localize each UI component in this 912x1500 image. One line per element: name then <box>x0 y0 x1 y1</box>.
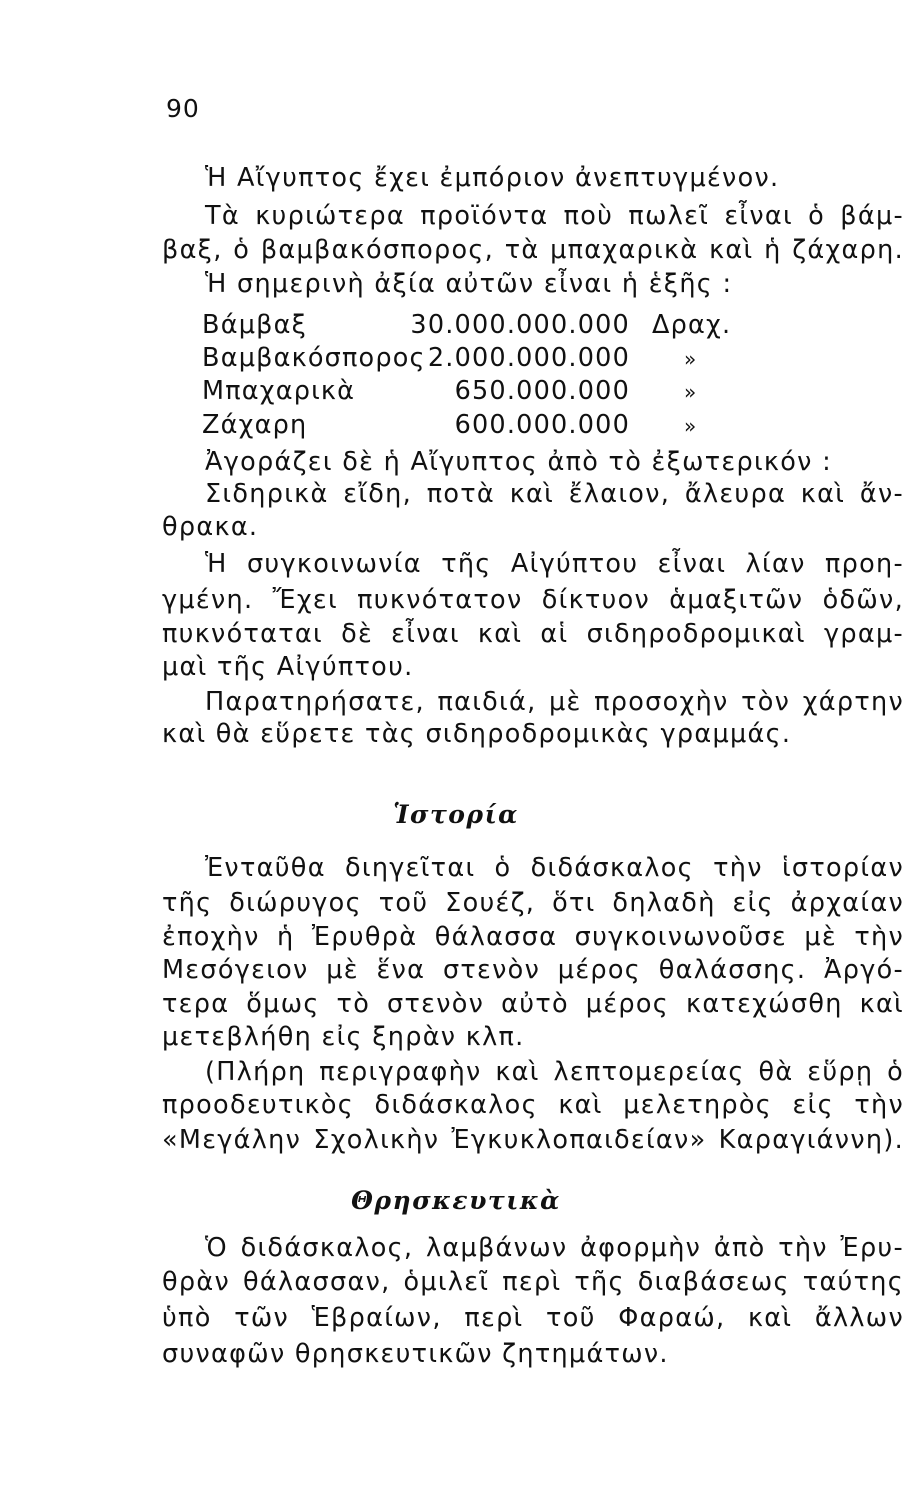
currency-unit: Δραχ. <box>652 310 732 340</box>
text-line: προοδευτικὸς διδάσκαλος καὶ μελετηρὸς εἰς τὴν <box>162 1090 904 1120</box>
text-line: «Μεγάλην Σχολικὴν Ἐγκυκλοπαιδείαν» Καραγιάννη). <box>162 1125 904 1155</box>
product-value: 2.000.000.000 <box>427 343 630 373</box>
text-line: Ἀγοράζει δὲ ἡ Αἴγυπτος ἀπὸ τὸ ἐξωτερικόν : <box>205 447 832 477</box>
text-line: καὶ θὰ εὕρετε τὰς σιδηροδρομικὰς γραμμάς. <box>162 719 792 749</box>
product-name: Βαμβακόσπορος <box>202 343 426 373</box>
text-line: ὑπὸ τῶν Ἑβραίων, περὶ τοῦ Φαραώ, καὶ ἄλλων <box>162 1303 904 1333</box>
table-row <box>202 376 762 406</box>
table-row <box>202 310 762 340</box>
table-row <box>202 410 762 440</box>
text-line: Τὰ κυριώτερα προϊόντα ποὺ πωλεῖ εἶναι ὁ βάμ- <box>205 201 904 231</box>
table-row <box>202 343 762 373</box>
text-line: γμένη. Ἔχει πυκνότατον δίκτυον ἁμαξιτῶν ὁδῶν, <box>162 585 904 615</box>
text-line: θρακα. <box>162 512 259 542</box>
text-line: Ἡ σημερινὴ ἀξία αὐτῶν εἶναι ἡ ἑξῆς : <box>205 269 733 299</box>
text-line: μαὶ τῆς Αἰγύπτου. <box>162 652 414 682</box>
text-line: (Πλήρη περιγραφὴν καὶ λεπτομερείας θὰ εὕρῃ ὁ <box>205 1057 904 1087</box>
text-line: συναφῶν θρησκευτικῶν ζητημάτων. <box>162 1339 669 1369</box>
text-line: βαξ, ὁ βαμβακόσπορος, τὰ μπαχαρικὰ καὶ ἡ ζάχαρη. <box>162 235 904 265</box>
product-value: 30.000.000.000 <box>410 310 630 340</box>
product-name: Μπαχαρικὰ <box>202 376 356 406</box>
text-line: Παρατηρήσατε, παιδιά, μὲ προσοχὴν τὸν χάρτην <box>205 687 904 717</box>
text-line: Ὁ διδάσκαλος, λαμβάνων ἀφορμὴν ἀπὸ τὴν Ἐρυ- <box>205 1233 904 1263</box>
text-line: ἐποχὴν ἡ Ἐρυθρὰ θάλασσα συγκοινωνοῦσε μὲ τὴν <box>162 922 904 952</box>
text-line: μετεβλήθη εἰς ξηρὰν κλπ. <box>162 1022 525 1052</box>
product-name: Ζάχαρη <box>202 410 308 440</box>
text-line: τῆς διώρυγος τοῦ Σουέζ, ὅτι δηλαδὴ εἰς ἀρχαίαν <box>162 888 904 918</box>
text-line: θρὰν θάλασσαν, ὁμιλεῖ περὶ τῆς διαβάσεως ταύτης <box>162 1267 904 1297</box>
product-value: 650.000.000 <box>454 376 630 406</box>
ditto-mark: » <box>684 380 698 404</box>
text-line: Μεσόγειον μὲ ἕνα στενὸν μέρος θαλάσσης. Ἀργό- <box>162 955 904 985</box>
section-heading-history: Ἱστορία <box>393 800 519 829</box>
text-line: Ἐνταῦθα διηγεῖται ὁ διδάσκαλος τὴν ἱστορίαν <box>205 853 904 883</box>
section-heading-religion: Θρησκευτικὰ <box>351 1186 561 1215</box>
product-name: Βάμβαξ <box>202 310 308 340</box>
ditto-mark: » <box>684 414 698 438</box>
text-line: τερα ὅμως τὸ στενὸν αὐτὸ μέρος κατεχώσθη καὶ <box>162 989 904 1019</box>
text-line: Ἡ συγκοινωνία τῆς Αἰγύπτου εἶναι λίαν προη- <box>205 549 904 579</box>
ditto-mark: » <box>684 347 698 371</box>
text-line: Σιδηρικὰ εἴδη, ποτὰ καὶ ἔλαιον, ἄλευρα καὶ ἄν- <box>205 479 904 509</box>
product-value: 600.000.000 <box>454 410 630 440</box>
page-number: 90 <box>166 94 200 123</box>
text-line: Ἡ Αἴγυπτος ἔχει ἐμπόριον ἀνεπτυγμένον. <box>205 163 780 193</box>
text-line: πυκνόταται δὲ εἶναι καὶ αἱ σιδηροδρομικαὶ γραμ- <box>162 619 904 649</box>
